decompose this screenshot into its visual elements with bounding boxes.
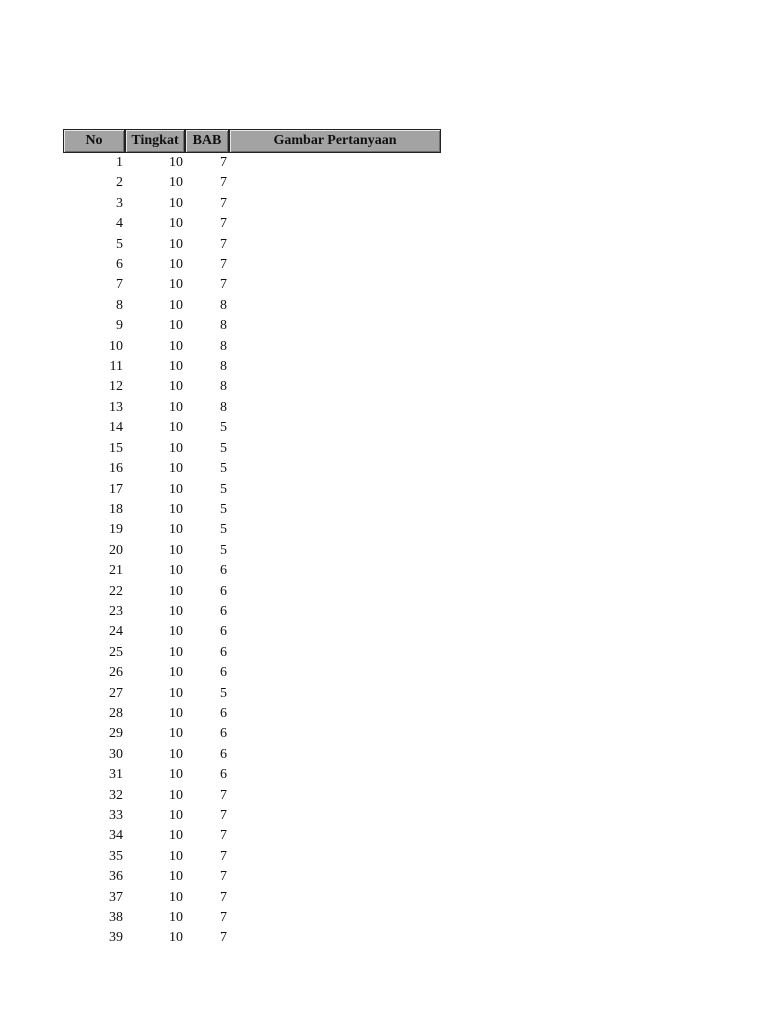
cell-gambar-pertanyaan [229,724,441,744]
cell-tingkat: 10 [169,277,183,293]
cell-gambar-pertanyaan [229,418,441,438]
cell-bab: 8 [220,318,227,334]
cell-bab: 8 [220,338,227,354]
cell-bab: 7 [220,216,227,232]
cell-tingkat: 10 [169,359,183,375]
cell-no: 14 [109,420,123,436]
cell-no: 18 [109,501,123,517]
cell-no: 30 [109,746,123,762]
table-row [63,235,441,255]
table-header [63,129,441,153]
table-row [63,173,441,193]
cell-tingkat: 10 [169,930,183,946]
cell-tingkat: 10 [169,705,183,721]
cell-tingkat: 10 [169,787,183,803]
cell-gambar-pertanyaan [229,847,441,867]
cell-bab: 6 [220,746,227,762]
cell-bab: 6 [220,583,227,599]
table-row [63,806,441,826]
table-row [63,704,441,724]
cell-gambar-pertanyaan [229,928,441,948]
cell-bab: 6 [220,767,227,783]
cell-bab: 6 [220,624,227,640]
table-row [63,398,441,418]
cell-bab: 5 [220,481,227,497]
cell-gambar-pertanyaan [229,765,441,785]
cell-bab: 5 [220,461,227,477]
cell-bab: 5 [220,501,227,517]
cell-no: 21 [109,563,123,579]
cell-bab: 5 [220,420,227,436]
table-row [63,337,441,357]
cell-tingkat: 10 [169,175,183,191]
table-row [63,296,441,316]
cell-bab: 7 [220,155,227,170]
cell-tingkat: 10 [169,563,183,579]
cell-bab: 8 [220,379,227,395]
cell-bab: 6 [220,603,227,619]
table-row [63,826,441,846]
cell-tingkat: 10 [169,399,183,415]
cell-no: 15 [109,440,123,456]
question-table-container [63,129,441,949]
table-row [63,643,441,663]
cell-gambar-pertanyaan [229,867,441,887]
cell-no: 38 [109,910,123,926]
cell-gambar-pertanyaan [229,235,441,255]
cell-gambar-pertanyaan [229,398,441,418]
cell-no: 7 [116,277,123,293]
table-row [63,255,441,275]
cell-tingkat: 10 [169,481,183,497]
cell-tingkat: 10 [169,236,183,252]
cell-bab: 6 [220,726,227,742]
cell-gambar-pertanyaan [229,439,441,459]
cell-tingkat: 10 [169,644,183,660]
table-row [63,500,441,520]
cell-tingkat: 10 [169,501,183,517]
cell-gambar-pertanyaan [229,337,441,357]
cell-bab: 7 [220,175,227,191]
cell-bab: 5 [220,685,227,701]
cell-no: 22 [109,583,123,599]
cell-tingkat: 10 [169,889,183,905]
cell-tingkat: 10 [169,440,183,456]
cell-tingkat: 10 [169,522,183,538]
cell-bab: 7 [220,889,227,905]
cell-gambar-pertanyaan [229,684,441,704]
cell-bab: 7 [220,277,227,293]
cell-bab: 7 [220,848,227,864]
table-row [63,582,441,602]
cell-tingkat: 10 [169,195,183,211]
header-row [63,129,441,153]
cell-gambar-pertanyaan [229,214,441,234]
cell-gambar-pertanyaan [229,643,441,663]
table-row [63,724,441,744]
cell-gambar-pertanyaan [229,786,441,806]
cell-no: 8 [116,297,123,313]
table-row [63,480,441,500]
cell-no: 36 [109,869,123,885]
table-row [63,439,441,459]
cell-no: 27 [109,685,123,701]
question-table [63,129,441,949]
cell-tingkat: 10 [169,726,183,742]
cell-tingkat: 10 [169,767,183,783]
cell-tingkat: 10 [169,583,183,599]
table-row [63,214,441,234]
cell-gambar-pertanyaan [229,663,441,683]
table-row [63,194,441,214]
cell-no: 35 [109,848,123,864]
cell-no: 37 [109,889,123,905]
cell-gambar-pertanyaan [229,826,441,846]
table-row [63,418,441,438]
table-row [63,765,441,785]
cell-no: 16 [109,461,123,477]
cell-gambar-pertanyaan [229,275,441,295]
cell-bab: 7 [220,787,227,803]
cell-gambar-pertanyaan [229,357,441,377]
cell-gambar-pertanyaan [229,173,441,193]
cell-gambar-pertanyaan [229,459,441,479]
table-row [63,928,441,948]
table-row [63,908,441,928]
cell-tingkat: 10 [169,624,183,640]
cell-gambar-pertanyaan [229,582,441,602]
table-body [63,153,441,949]
table-row [63,541,441,561]
cell-no: 12 [109,379,123,395]
cell-tingkat: 10 [169,542,183,558]
cell-tingkat: 10 [169,379,183,395]
cell-bab: 7 [220,236,227,252]
cell-bab: 5 [220,440,227,456]
cell-bab: 7 [220,910,227,926]
cell-no: 9 [116,318,123,334]
table-row [63,745,441,765]
cell-tingkat: 10 [169,318,183,334]
cell-tingkat: 10 [169,338,183,354]
cell-no: 10 [109,338,123,354]
cell-bab: 6 [220,563,227,579]
cell-tingkat: 10 [169,155,183,170]
cell-gambar-pertanyaan [229,480,441,500]
cell-no: 2 [116,175,123,191]
cell-no: 3 [116,195,123,211]
cell-gambar-pertanyaan [229,806,441,826]
cell-gambar-pertanyaan [229,500,441,520]
cell-gambar-pertanyaan [229,745,441,765]
cell-bab: 8 [220,399,227,415]
table-row [63,459,441,479]
cell-bab: 6 [220,665,227,681]
table-row [63,622,441,642]
cell-no: 4 [116,216,123,232]
cell-tingkat: 10 [169,665,183,681]
cell-tingkat: 10 [169,685,183,701]
cell-no: 32 [109,787,123,803]
table-row [63,684,441,704]
table-row [63,316,441,336]
table-row [63,847,441,867]
cell-no: 29 [109,726,123,742]
cell-bab: 7 [220,828,227,844]
table-row [63,520,441,540]
cell-no: 31 [109,767,123,783]
cell-bab: 7 [220,195,227,211]
header-tingkat: Tingkat [125,129,185,153]
table-row [63,663,441,683]
cell-no: 13 [109,399,123,415]
cell-gambar-pertanyaan [229,622,441,642]
cell-gambar-pertanyaan [229,255,441,275]
table-row [63,377,441,397]
cell-tingkat: 10 [169,216,183,232]
cell-no: 24 [109,624,123,640]
table-row [63,153,441,173]
cell-no: 1 [116,155,123,170]
cell-no: 28 [109,705,123,721]
cell-no: 20 [109,542,123,558]
cell-gambar-pertanyaan [229,908,441,928]
cell-tingkat: 10 [169,297,183,313]
cell-gambar-pertanyaan [229,561,441,581]
cell-bab: 7 [220,869,227,885]
cell-no: 39 [109,930,123,946]
cell-bab: 8 [220,297,227,313]
cell-bab: 6 [220,705,227,721]
cell-no: 25 [109,644,123,660]
table-row [63,561,441,581]
header-no: No [63,129,125,153]
header-bab: BAB [185,129,229,153]
cell-bab: 8 [220,359,227,375]
cell-gambar-pertanyaan [229,296,441,316]
cell-gambar-pertanyaan [229,194,441,214]
cell-tingkat: 10 [169,828,183,844]
cell-no: 33 [109,808,123,823]
table-row [63,602,441,622]
cell-tingkat: 10 [169,869,183,885]
cell-tingkat: 10 [169,808,183,823]
header-gambar-pertanyaan: Gambar Pertanyaan [229,129,441,153]
cell-gambar-pertanyaan [229,541,441,561]
table-row [63,357,441,377]
table-row [63,786,441,806]
cell-gambar-pertanyaan [229,316,441,336]
cell-tingkat: 10 [169,746,183,762]
cell-no: 19 [109,522,123,538]
cell-bab: 7 [220,257,227,273]
cell-no: 6 [116,257,123,273]
cell-gambar-pertanyaan [229,888,441,908]
cell-bab: 7 [220,808,227,823]
cell-no: 17 [109,481,123,497]
cell-no: 5 [116,236,123,252]
cell-tingkat: 10 [169,910,183,926]
cell-tingkat: 10 [169,461,183,477]
cell-gambar-pertanyaan [229,520,441,540]
cell-no: 26 [109,665,123,681]
cell-no: 34 [109,828,123,844]
cell-gambar-pertanyaan [229,153,441,173]
table-row [63,275,441,295]
cell-tingkat: 10 [169,603,183,619]
cell-gambar-pertanyaan [229,377,441,397]
cell-tingkat: 10 [169,420,183,436]
cell-bab: 6 [220,644,227,660]
table-row [63,867,441,887]
cell-no: 23 [109,603,123,619]
cell-tingkat: 10 [169,257,183,273]
cell-bab: 5 [220,542,227,558]
table-row [63,888,441,908]
cell-bab: 7 [220,930,227,946]
cell-gambar-pertanyaan [229,704,441,724]
cell-no: 11 [109,359,123,375]
cell-tingkat: 10 [169,848,183,864]
cell-bab: 5 [220,522,227,538]
cell-gambar-pertanyaan [229,602,441,622]
